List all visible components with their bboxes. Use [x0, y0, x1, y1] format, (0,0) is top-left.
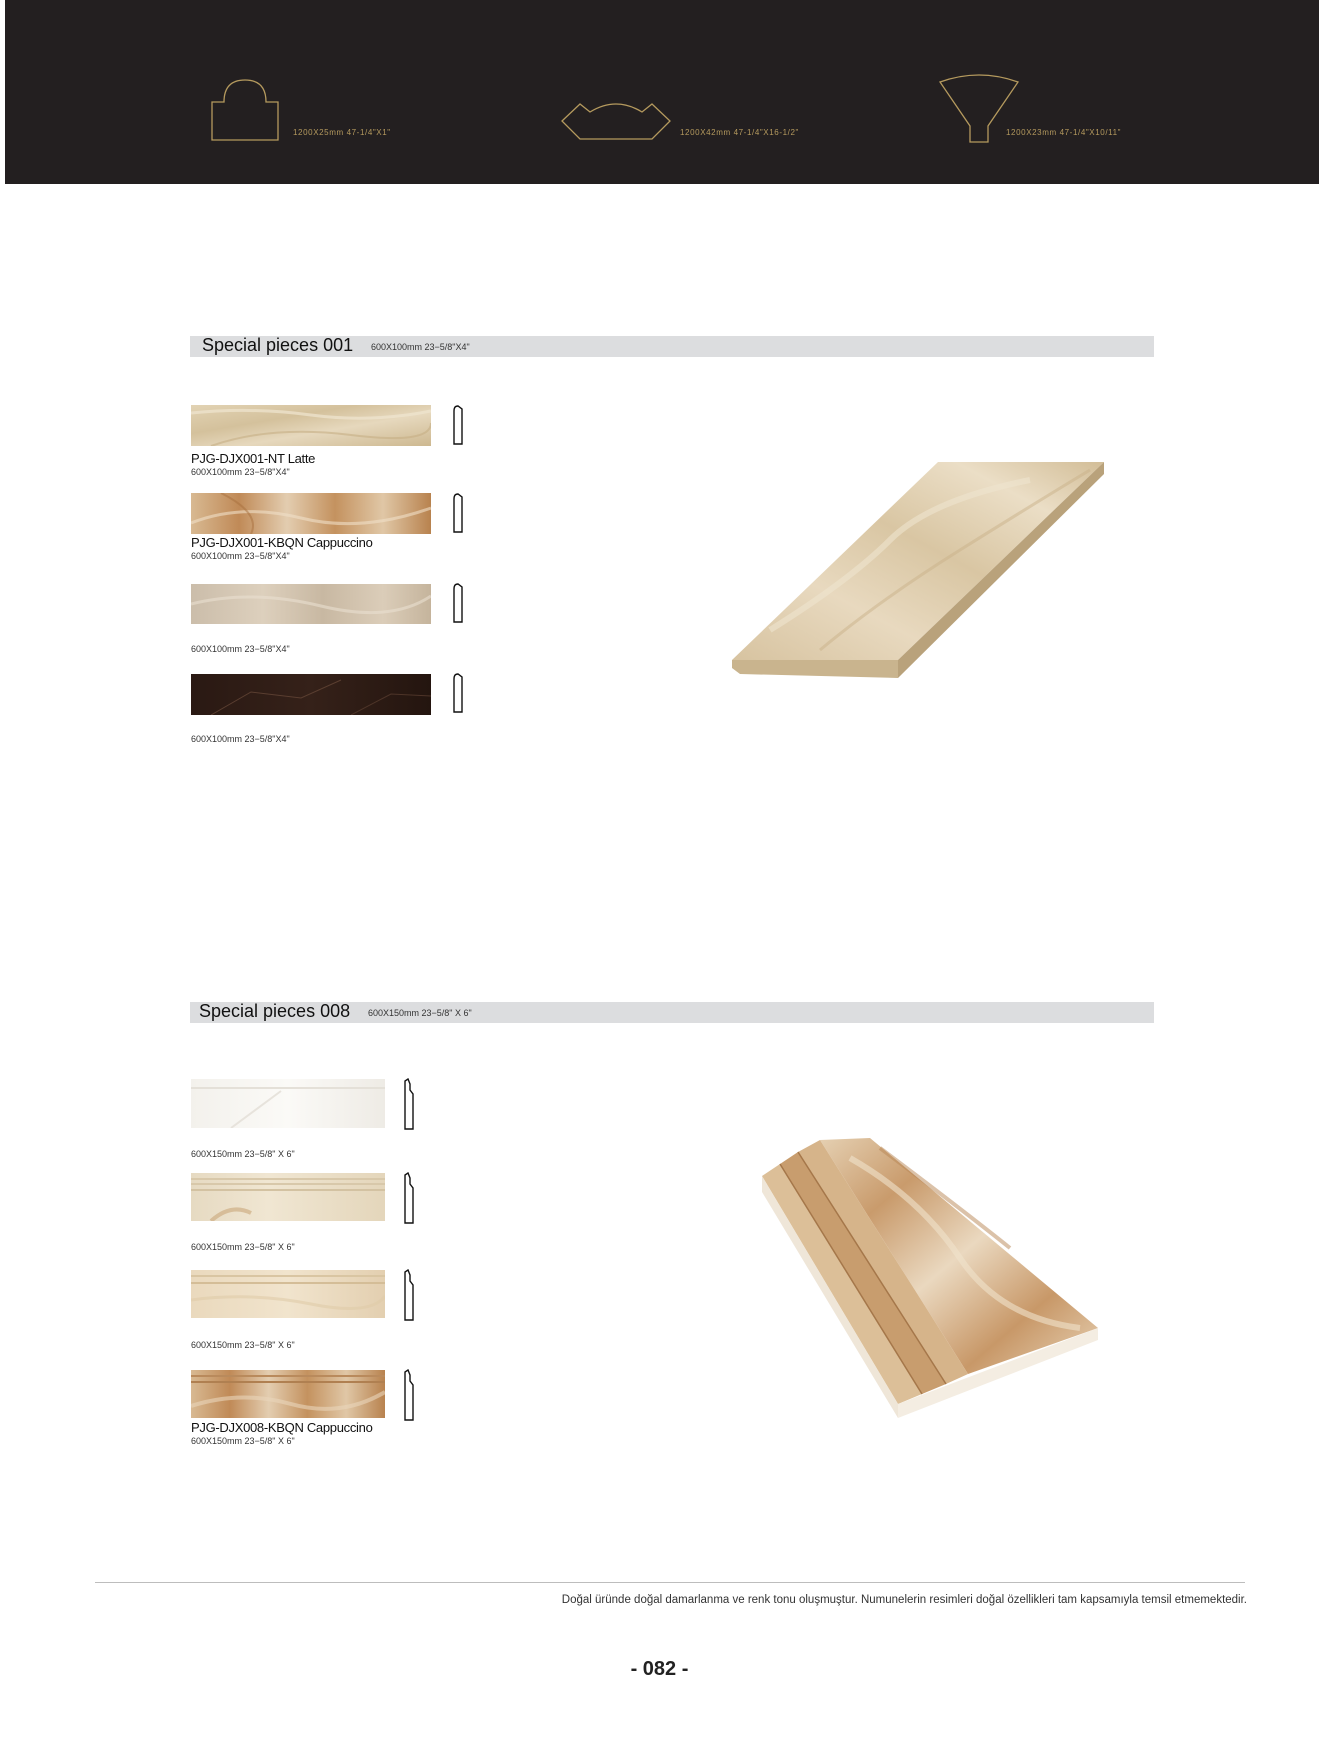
profiles-band: [5, 0, 1319, 184]
product-code: PJG-DJX001-KBQN Cappuccino: [191, 535, 373, 550]
section-title: Special pieces 001: [202, 335, 354, 355]
profile-size-label: 1200X23mm 47-1/4"X10/11": [1006, 128, 1122, 137]
section-header: [190, 1002, 1154, 1023]
section-header: [190, 336, 1154, 357]
tile-swatch-cappuccino: [191, 493, 431, 534]
product-size: 600X100mm 23−5/8"X4": [191, 734, 290, 744]
crown-profile-icon: [560, 100, 672, 142]
profile-size-label: 1200X42mm 47-1/4"X16-1/2": [680, 128, 799, 137]
bullnose-edge-icon: [453, 405, 463, 445]
tile-swatch-dark-brown: [191, 674, 431, 715]
product-size: 600X150mm 23−5/8" X 6": [191, 1242, 295, 1252]
product-code: PJG-DJX001-NT Latte: [191, 451, 316, 466]
product-size: 600X100mm 23−5/8"X4": [191, 551, 290, 561]
tile-swatch-latte: [191, 405, 431, 446]
profile-size-label: 1200X25mm 47-1/4"X1": [293, 128, 391, 137]
section-size: 600X100mm 23−5/8"X4": [371, 342, 470, 352]
bullnose-edge-icon: [453, 583, 463, 623]
skirting-edge-icon: [404, 1269, 414, 1321]
tile-swatch-grey-beige: [191, 584, 431, 624]
product-render-slab-001: [730, 460, 1110, 720]
product-size: 600X150mm 23−5/8" X 6": [191, 1436, 295, 1446]
skirting-edge-icon: [404, 1369, 414, 1421]
arch-profile-icon: [210, 78, 280, 142]
product-size: 600X100mm 23−5/8"X4": [191, 644, 290, 654]
page-number: - 082 -: [630, 1658, 689, 1680]
footer-divider: [95, 1582, 1245, 1583]
product-code: PJG-DJX008-KBQN Cappuccino: [191, 1420, 373, 1435]
skirting-edge-icon: [404, 1078, 414, 1130]
section-size: 600X150mm 23−5/8" X 6": [368, 1008, 472, 1018]
tile-swatch-white: [191, 1079, 385, 1128]
product-size: 600X100mm 23−5/8"X4": [191, 467, 290, 477]
product-size: 600X150mm 23−5/8" X 6": [191, 1340, 295, 1350]
bullnose-edge-icon: [453, 493, 463, 533]
product-render-skirting-008: [760, 1138, 1105, 1420]
product-size: 600X150mm 23−5/8" X 6": [191, 1149, 295, 1159]
bullnose-edge-icon: [453, 673, 463, 713]
skirting-edge-icon: [404, 1172, 414, 1224]
section-title: Special pieces 008: [199, 1001, 351, 1021]
tile-swatch-light-beige: [191, 1270, 385, 1318]
tile-swatch-cream: [191, 1173, 385, 1221]
disclaimer-text: Doğal üründe doğal damarlanma ve renk tonu oluşmuştur. Numunelerin resimleri doğal özellikleri tam kapsamıyla temsil etmemektedir.: [561, 1594, 1247, 1606]
tile-swatch-cappuccino: [191, 1370, 385, 1418]
